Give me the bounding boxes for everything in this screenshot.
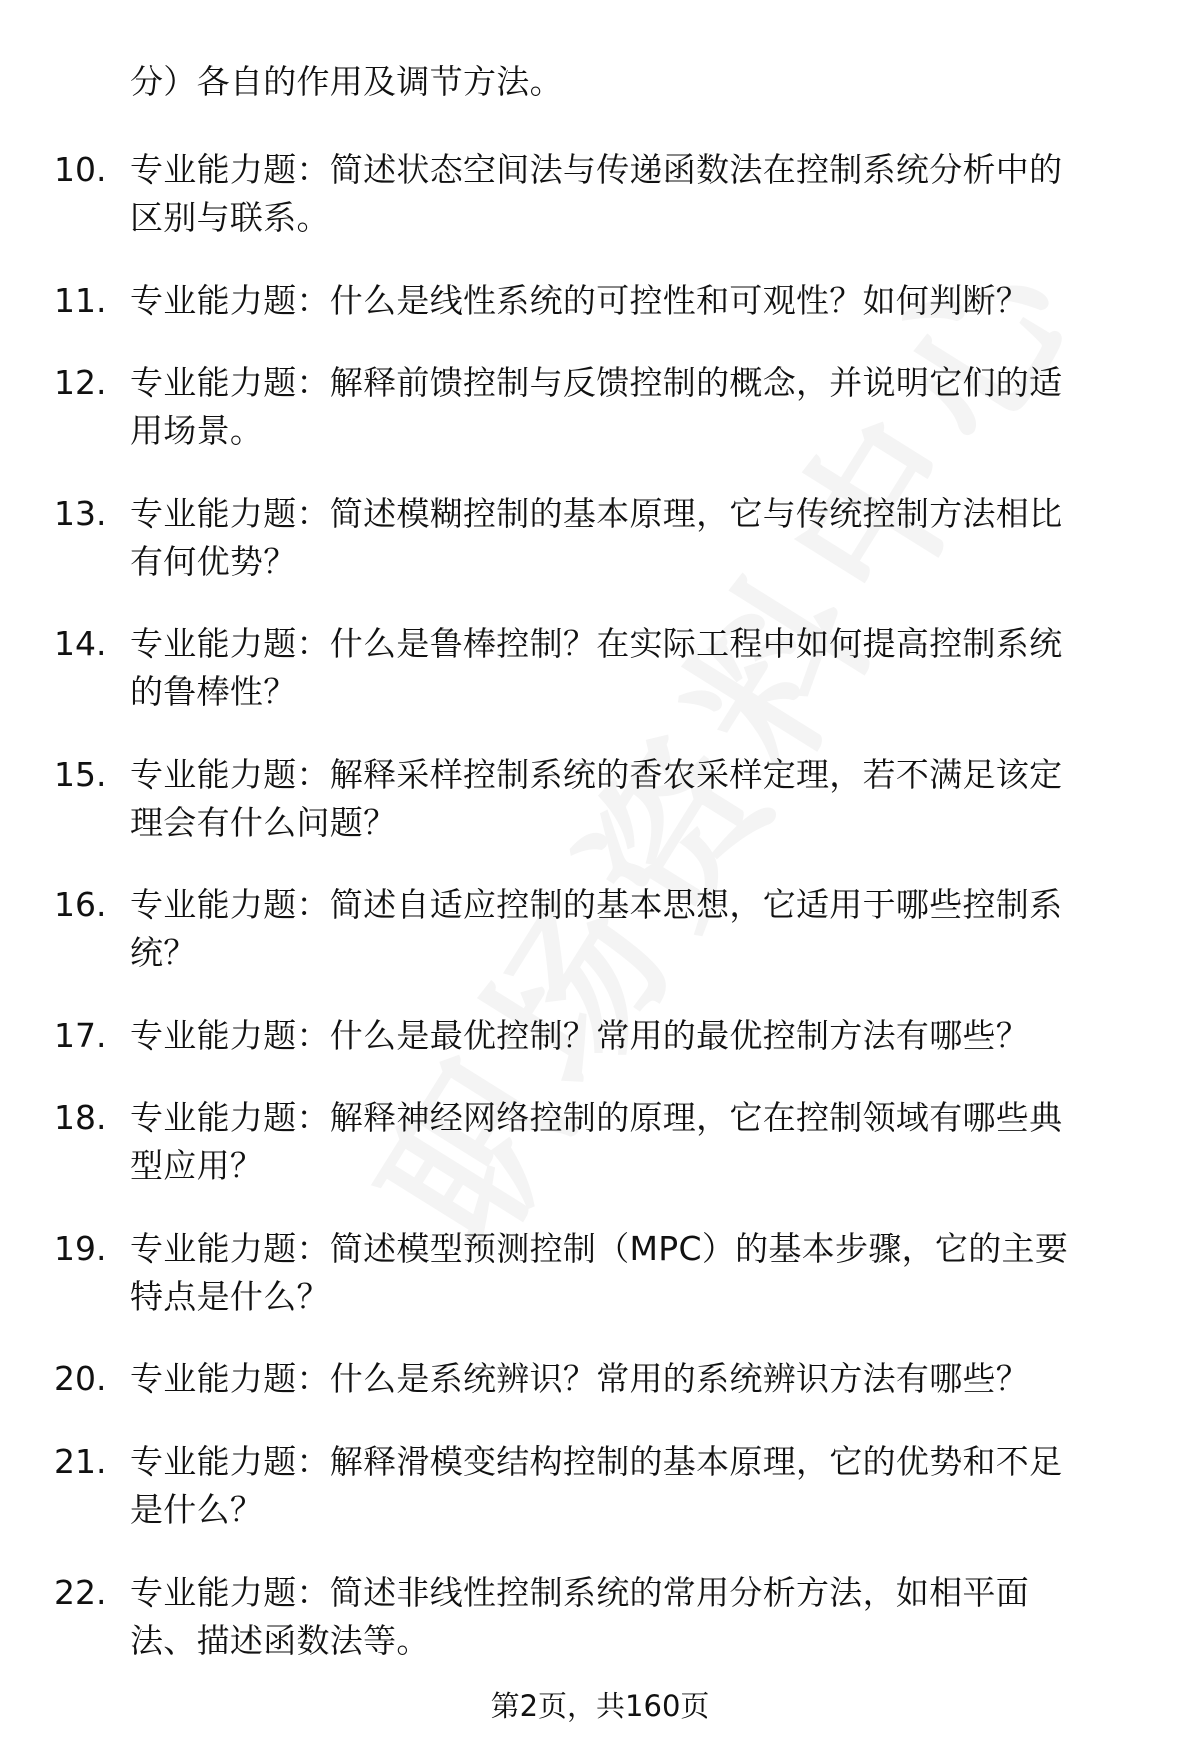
question-number: 14. bbox=[54, 624, 107, 664]
question-number: 16. bbox=[54, 885, 107, 925]
question-text-line: 专业能力题：解释滑模变结构控制的基本原理，它的优势和不足 bbox=[130, 1442, 1063, 1482]
question-number: 15. bbox=[54, 754, 107, 794]
question-number: 22. bbox=[54, 1572, 107, 1612]
question-item bbox=[0, 1225, 1200, 1321]
question-text-line: 专业能力题：什么是系统辨识？常用的系统辨识方法有哪些？ bbox=[130, 1359, 1030, 1399]
question-text-line: 专业能力题：简述状态空间法与传递函数法在控制系统分析中的 bbox=[130, 150, 1063, 189]
question-item bbox=[0, 751, 1200, 847]
question-text-line: 专业能力题：解释神经网络控制的原理，它在控制领域有哪些典 bbox=[130, 1098, 1063, 1138]
question-text bbox=[130, 881, 1140, 977]
question-text bbox=[130, 1012, 1140, 1060]
question-text-line: 专业能力题：什么是线性系统的可控性和可观性？如何判断？ bbox=[130, 280, 1030, 320]
question-list bbox=[0, 146, 1200, 1699]
question-number: 10. bbox=[54, 150, 107, 189]
question-text-line: 用场景。 bbox=[130, 411, 264, 451]
page-number: 第2页，共160页 bbox=[490, 1689, 710, 1723]
question-number: 19. bbox=[54, 1228, 107, 1268]
question-item bbox=[0, 881, 1200, 977]
question-text bbox=[130, 1225, 1140, 1321]
question-text-line: 专业能力题：解释前馈控制与反馈控制的概念，并说明它们的适 bbox=[130, 363, 1063, 403]
question-item bbox=[0, 1094, 1200, 1190]
question-item bbox=[0, 1355, 1200, 1403]
question-number: 12. bbox=[54, 363, 107, 403]
question-number: 21. bbox=[54, 1442, 107, 1482]
question-text-line: 专业能力题：简述模糊控制的基本原理，它与传统控制方法相比 bbox=[130, 493, 1063, 533]
question-text bbox=[130, 359, 1140, 455]
continued-question-text: 分）各自的作用及调节方法。 bbox=[130, 62, 563, 101]
question-item bbox=[0, 1569, 1200, 1665]
question-text bbox=[130, 277, 1140, 325]
question-item bbox=[0, 277, 1200, 325]
question-number: 11. bbox=[54, 280, 107, 320]
question-text bbox=[130, 620, 1140, 716]
question-item bbox=[0, 146, 1200, 242]
question-text bbox=[130, 751, 1140, 847]
question-text-line: 是什么？ bbox=[130, 1490, 264, 1530]
question-text bbox=[130, 1569, 1140, 1665]
question-text bbox=[130, 490, 1140, 586]
question-item bbox=[0, 620, 1200, 716]
question-number: 20. bbox=[54, 1359, 107, 1399]
question-text-line: 统？ bbox=[130, 933, 197, 973]
question-number: 17. bbox=[54, 1015, 107, 1055]
question-text-line: 专业能力题：什么是鲁棒控制？在实际工程中如何提高控制系统 bbox=[130, 624, 1063, 664]
question-item bbox=[0, 1438, 1200, 1534]
question-item bbox=[0, 359, 1200, 455]
question-text-line: 专业能力题：简述自适应控制的基本思想，它适用于哪些控制系 bbox=[130, 885, 1063, 925]
question-number: 18. bbox=[54, 1098, 107, 1138]
question-text-line: 型应用？ bbox=[130, 1146, 264, 1186]
question-text-line: 区别与联系。 bbox=[130, 198, 330, 237]
question-item bbox=[0, 1012, 1200, 1060]
question-text-line: 专业能力题：什么是最优控制？常用的最优控制方法有哪些？ bbox=[130, 1015, 1030, 1055]
question-text-line: 专业能力题：简述模型预测控制（MPC）的基本步骤，它的主要 bbox=[130, 1228, 1069, 1268]
question-text-line: 专业能力题：解释采样控制系统的香农采样定理，若不满足该定 bbox=[130, 754, 1063, 794]
question-text bbox=[130, 1438, 1140, 1534]
question-text-line: 特点是什么？ bbox=[130, 1276, 330, 1316]
question-text-line: 理会有什么问题？ bbox=[130, 802, 397, 842]
question-text-line: 法、描述函数法等。 bbox=[130, 1620, 430, 1660]
question-text bbox=[130, 1094, 1140, 1190]
question-text-line: 的鲁棒性？ bbox=[130, 672, 297, 712]
question-text bbox=[130, 146, 1140, 242]
question-text bbox=[130, 1355, 1140, 1403]
question-text-line: 专业能力题：简述非线性控制系统的常用分析方法，如相平面 bbox=[130, 1572, 1030, 1612]
question-item bbox=[0, 490, 1200, 586]
question-text-line: 有何优势？ bbox=[130, 541, 297, 581]
question-number: 13. bbox=[54, 493, 107, 533]
